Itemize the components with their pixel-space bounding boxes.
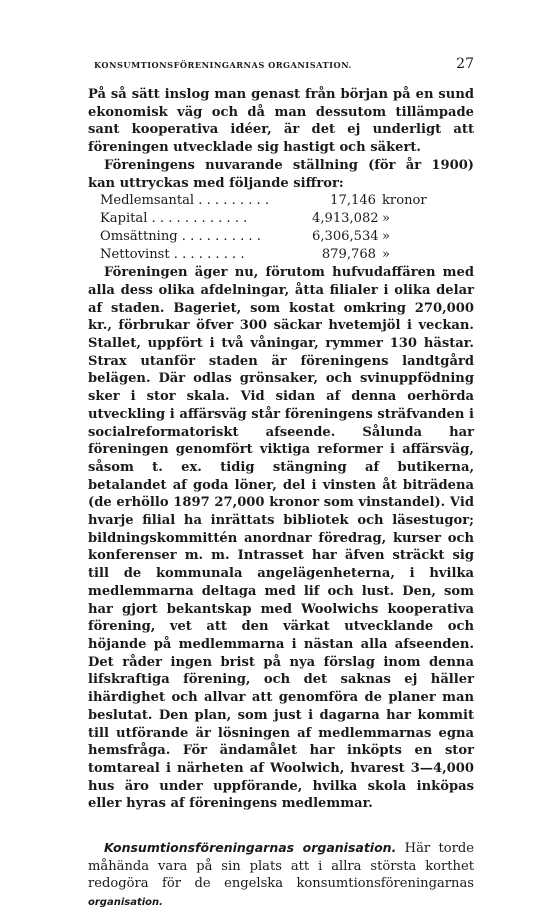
running-head: KONSUMTIONSFÖRENINGARNAS ORGANISATION.: [94, 60, 352, 70]
page-header: [88, 56, 474, 78]
statistics-table: [100, 192, 430, 264]
section-title-end: organisation.: [88, 897, 163, 909]
stat-row-net-profit: [100, 246, 430, 264]
paragraph-4: [88, 839, 474, 912]
paragraph-1: På så sätt inslog man genast från början på en sund ekonomisk väg och då man dessutom tillämpade sant kooperativa idéer, är det ej underligt att föreningen utvecklade sig hastigt och säkert.: [88, 87, 474, 156]
stat-unit: kronor: [382, 193, 427, 209]
stat-number: 6,306,534: [312, 229, 379, 245]
stat-unit: »: [382, 247, 391, 263]
paragraph-3: Föreningen äger nu, förutom hufvudaffären med alla dess olika afdelningar, åtta filialer i olika delar af staden. Bageriet, som kostat omkring 270,000 kr., förbrukar öfver 300 säckar hvetemjöl i veckan. Stallet, uppfört i två våningar, rymmer 130 hästar. Strax utanför staden är föreningens landtgård belägen. Där odlas grönsaker, och svinuppfödning sker i stor skala. Vid sidan af denna oerhörda utveckling i affärsväg står föreningens sträfvanden i socialreformatoriskt afseende. Sålunda har föreningen genomfört viktiga reformer i affärsväg, såsom t. ex. tidig stängning af butikerna, betalandet af goda löner, del i vinsten åt biträdena (de erhöllo 1897 27,000 kronor som vinstandel). Vid hvarje filial ha inrättats bibliotek och läsestugor; bildningskommittén anordnar föredrag, kurser och konferenser m. m. Intrasset har äfven sträckt sig till de kommunala angelägenheterna, i hvilka medlemmarna deltaga med lif och lust. Den, som har gjort bekantskap med Woolwichs kooperativa förening, vet att den värkat utvecklande och höjande på medlemmarna i nästan alla afseenden. Det råder ingen brist på nya förslag inom denna lifskraftiga förening, och det saknas ej häller ihärdighet och allvar att genomföra de planer man beslutat. Den plan, som just i dagarna har kommit till utförande är lösningen af medlemmarnas egna hemsfråga. För ändamålet har inköpts en stor tomtareal i närheten af Woolwich, hvarest 3—4,000 hus äro under uppförande, hvilka skola inköpas eller hyras af föreningens medlemmar.: [88, 265, 474, 812]
stat-value-group: [312, 228, 430, 246]
stat-label: Kapital . . . . . . . . . . . .: [100, 211, 248, 227]
stat-number: 17,146: [330, 193, 376, 209]
body-text: [88, 86, 474, 912]
page-number: 27: [456, 56, 474, 72]
paragraph-2: Föreningens nuvarande ställning (för år 1900) kan uttryckas med följande siffror:: [88, 157, 474, 191]
stat-unit: »: [382, 211, 391, 227]
stat-row-turnover: [100, 228, 430, 246]
section-title: Konsumtionsföreningarnas organisation.: [104, 840, 397, 856]
stat-row-capital: [100, 210, 430, 228]
stat-label: Nettovinst . . . . . . . . .: [100, 247, 245, 263]
paragraph-4-text: Här torde måhända vara på sin plats att i allra största korthet redogöra för de engelska konsumtionsföreningarnas: [88, 841, 475, 892]
book-page: [88, 56, 474, 912]
stat-label: Omsättning . . . . . . . . . .: [100, 229, 261, 245]
stat-value-group: [312, 210, 430, 228]
stat-unit: »: [382, 229, 391, 245]
stat-number: 879,768: [321, 247, 376, 263]
stat-label: Medlemsantal . . . . . . . . .: [100, 193, 270, 209]
stat-row-members: [100, 192, 430, 210]
stat-value-group: [312, 192, 430, 210]
stat-number: 4,913,082: [312, 211, 379, 227]
stat-value-group: [312, 246, 430, 264]
